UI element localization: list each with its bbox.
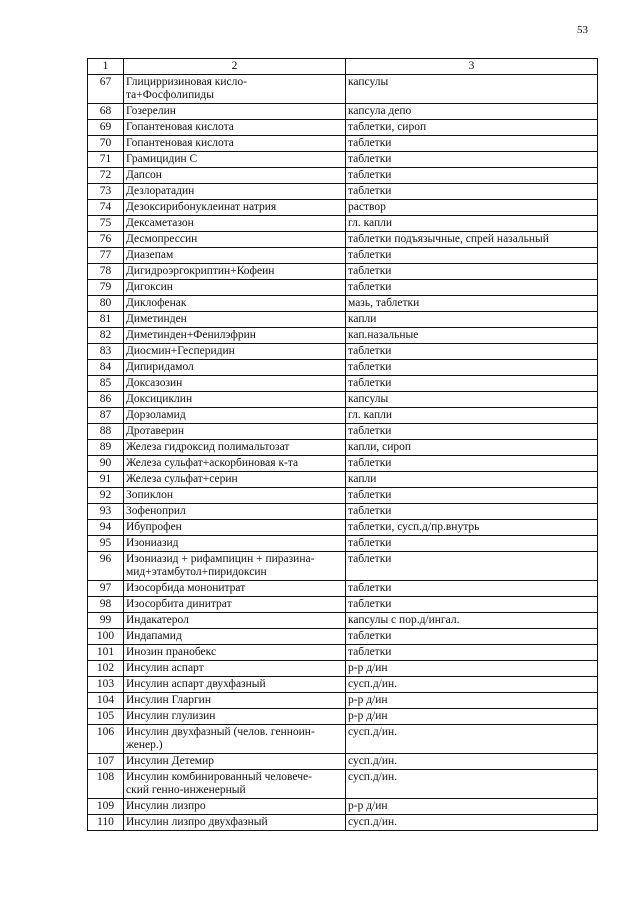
row-number: 82 xyxy=(88,328,124,344)
row-number: 110 xyxy=(88,815,124,831)
row-number: 93 xyxy=(88,504,124,520)
table-row xyxy=(88,552,598,581)
dosage-form-cell xyxy=(346,75,598,104)
drug-name-line: Грамицидин С xyxy=(126,153,198,165)
drug-name-line: Изосорбита динитрат xyxy=(126,598,232,610)
dosage-form-cell xyxy=(346,184,598,200)
drug-name-line: Дапсон xyxy=(126,169,162,181)
drug-name-line: Инсулин Гларгин xyxy=(126,694,211,706)
table-row xyxy=(88,344,598,360)
drug-name-cell xyxy=(124,629,346,645)
row-number: 78 xyxy=(88,264,124,280)
dosage-form-line: таблетки xyxy=(348,646,392,658)
drug-name-cell xyxy=(124,280,346,296)
dosage-form-cell xyxy=(346,536,598,552)
drug-name-line: Дротаверин xyxy=(126,425,184,437)
table-row xyxy=(88,232,598,248)
dosage-form-cell xyxy=(346,597,598,613)
dosage-form-line: таблетки xyxy=(348,457,392,469)
drug-name-cell xyxy=(124,136,346,152)
dosage-form-line: сусп.д/ин. xyxy=(348,678,398,690)
drug-name-line: Инсулин глулизин xyxy=(126,710,216,722)
drug-name-line: Доксициклин xyxy=(126,393,193,405)
drug-name-line: Дезлоратадин xyxy=(126,185,195,197)
dosage-form-line: таблетки xyxy=(348,281,392,293)
drug-name-cell xyxy=(124,360,346,376)
table-row xyxy=(88,248,598,264)
dosage-form-line: сусп.д/ин. xyxy=(348,726,398,738)
drug-name-cell xyxy=(124,770,346,799)
drug-name-cell xyxy=(124,488,346,504)
dosage-form-cell xyxy=(346,344,598,360)
dosage-form-cell xyxy=(346,661,598,677)
dosage-form-line: таблетки xyxy=(348,630,392,642)
drug-name-line: Дипиридамол xyxy=(126,361,194,373)
row-number: 83 xyxy=(88,344,124,360)
drug-name-line: Изониазид + рифампицин + пиразина- xyxy=(126,553,315,565)
dosage-form-line: таблетки xyxy=(348,265,392,277)
drug-name-line: ский генно-инженерный xyxy=(126,784,246,796)
row-number: 85 xyxy=(88,376,124,392)
drug-name-cell xyxy=(124,709,346,725)
row-number: 89 xyxy=(88,440,124,456)
drug-name-cell xyxy=(124,408,346,424)
drug-name-cell xyxy=(124,693,346,709)
table-row xyxy=(88,725,598,754)
dosage-form-cell xyxy=(346,328,598,344)
dosage-form-line: таблетки xyxy=(348,598,392,610)
drug-name-line: Гозерелин xyxy=(126,105,176,117)
drug-name-line: Дезоксирибонуклеинат натрия xyxy=(126,201,277,213)
drug-name-line: Индакатерол xyxy=(126,614,189,626)
dosage-form-line: капсулы с пор.д/ингал. xyxy=(348,614,460,626)
drug-name-cell xyxy=(124,264,346,280)
drug-name-cell xyxy=(124,754,346,770)
drug-name-line: Диосмин+Гесперидин xyxy=(126,345,235,357)
drug-name-cell xyxy=(124,168,346,184)
dosage-form-line: таблетки xyxy=(348,137,392,149)
dosage-form-line: таблетки xyxy=(348,505,392,517)
table-row xyxy=(88,693,598,709)
table-row xyxy=(88,184,598,200)
row-number: 67 xyxy=(88,75,124,104)
drug-name-cell xyxy=(124,232,346,248)
dosage-form-cell xyxy=(346,613,598,629)
row-number: 98 xyxy=(88,597,124,613)
row-number: 102 xyxy=(88,661,124,677)
drug-name-cell xyxy=(124,520,346,536)
drug-name-cell xyxy=(124,661,346,677)
column-header-form: 3 xyxy=(346,59,598,75)
table-row xyxy=(88,424,598,440)
dosage-form-line: сусп.д/ин. xyxy=(348,755,398,767)
drug-name-line: Дигоксин xyxy=(126,281,173,293)
row-number: 94 xyxy=(88,520,124,536)
dosage-form-line: таблетки xyxy=(348,377,392,389)
table-row xyxy=(88,536,598,552)
drug-name-line: Железа сульфат+серин xyxy=(126,473,238,485)
drug-name-line: та+Фосфолипиды xyxy=(126,89,214,101)
dosage-form-cell xyxy=(346,296,598,312)
row-number: 99 xyxy=(88,613,124,629)
dosage-form-line: капсулы xyxy=(348,76,389,88)
dosage-form-line: таблетки xyxy=(348,345,392,357)
row-number: 108 xyxy=(88,770,124,799)
dosage-form-cell xyxy=(346,815,598,831)
row-number: 103 xyxy=(88,677,124,693)
table-row xyxy=(88,152,598,168)
dosage-form-line: таблетки, сироп xyxy=(348,121,427,133)
dosage-form-line: таблетки xyxy=(348,553,392,565)
row-number: 104 xyxy=(88,693,124,709)
dosage-form-cell xyxy=(346,629,598,645)
drug-name-cell xyxy=(124,597,346,613)
drug-name-cell xyxy=(124,456,346,472)
drug-name-cell xyxy=(124,504,346,520)
drug-name-line: женер.) xyxy=(126,739,163,751)
drug-name-cell xyxy=(124,815,346,831)
row-number: 109 xyxy=(88,799,124,815)
dosage-form-line: таблетки xyxy=(348,249,392,261)
dosage-form-cell xyxy=(346,200,598,216)
row-number: 92 xyxy=(88,488,124,504)
dosage-form-line: капли xyxy=(348,313,377,325)
table-row xyxy=(88,661,598,677)
drug-name-cell xyxy=(124,613,346,629)
table-row xyxy=(88,216,598,232)
table-body xyxy=(88,75,598,831)
dosage-form-line: мазь, таблетки xyxy=(348,297,420,309)
row-number: 81 xyxy=(88,312,124,328)
row-number: 69 xyxy=(88,120,124,136)
table-row xyxy=(88,264,598,280)
drug-name-cell xyxy=(124,248,346,264)
table-row xyxy=(88,312,598,328)
dosage-form-line: таблетки xyxy=(348,153,392,165)
drug-name-line: Десмопрессин xyxy=(126,233,198,245)
dosage-form-line: гл. капли xyxy=(348,409,393,421)
table-row xyxy=(88,581,598,597)
drug-name-line: Инсулин двухфазный (челов. генноин- xyxy=(126,726,315,738)
drug-table xyxy=(87,58,598,831)
dosage-form-cell xyxy=(346,360,598,376)
drug-name-line: Глицирризиновая кисло- xyxy=(126,76,247,88)
drug-name-cell xyxy=(124,536,346,552)
dosage-form-line: таблетки xyxy=(348,169,392,181)
drug-name-line: Гопантеновая кислота xyxy=(126,121,234,133)
dosage-form-cell xyxy=(346,136,598,152)
dosage-form-cell xyxy=(346,725,598,754)
dosage-form-cell xyxy=(346,456,598,472)
dosage-form-line: р-р д/ин xyxy=(348,800,388,812)
row-number: 72 xyxy=(88,168,124,184)
drug-name-cell xyxy=(124,472,346,488)
column-header-number: 1 xyxy=(88,59,124,75)
dosage-form-line: р-р д/ин xyxy=(348,710,388,722)
dosage-form-line: таблетки xyxy=(348,185,392,197)
dosage-form-cell xyxy=(346,677,598,693)
table-row xyxy=(88,392,598,408)
dosage-form-cell xyxy=(346,392,598,408)
dosage-form-line: капли xyxy=(348,473,377,485)
dosage-form-line: сусп.д/ин. xyxy=(348,771,398,783)
dosage-form-line: р-р д/ин xyxy=(348,662,388,674)
drug-name-line: Инозин пранобекс xyxy=(126,646,217,658)
row-number: 90 xyxy=(88,456,124,472)
dosage-form-cell xyxy=(346,216,598,232)
row-number: 77 xyxy=(88,248,124,264)
drug-name-line: Зопиклон xyxy=(126,489,174,501)
dosage-form-line: капсулы xyxy=(348,393,389,405)
dosage-form-cell xyxy=(346,152,598,168)
dosage-form-cell xyxy=(346,754,598,770)
row-number: 96 xyxy=(88,552,124,581)
row-number: 71 xyxy=(88,152,124,168)
drug-name-cell xyxy=(124,392,346,408)
row-number: 105 xyxy=(88,709,124,725)
drug-name-line: Дигидроэргокриптин+Кофеин xyxy=(126,265,275,277)
row-number: 73 xyxy=(88,184,124,200)
drug-name-line: Инсулин аспарт двухфазный xyxy=(126,678,266,690)
column-header-name: 2 xyxy=(124,59,346,75)
drug-name-cell xyxy=(124,184,346,200)
dosage-form-line: гл. капли xyxy=(348,217,393,229)
dosage-form-cell xyxy=(346,312,598,328)
dosage-form-cell xyxy=(346,168,598,184)
table-row xyxy=(88,360,598,376)
table-row xyxy=(88,472,598,488)
row-number: 88 xyxy=(88,424,124,440)
row-number: 95 xyxy=(88,536,124,552)
dosage-form-line: таблетки, сусп.д/пр.внутрь xyxy=(348,521,480,533)
row-number: 80 xyxy=(88,296,124,312)
dosage-form-line: капли, сироп xyxy=(348,441,412,453)
dosage-form-cell xyxy=(346,799,598,815)
drug-name-cell xyxy=(124,376,346,392)
drug-name-line: Диклофенак xyxy=(126,297,187,309)
table-row xyxy=(88,408,598,424)
drug-name-line: Дорзоламид xyxy=(126,409,186,421)
dosage-form-cell xyxy=(346,264,598,280)
table-header-row xyxy=(88,59,598,75)
row-number: 70 xyxy=(88,136,124,152)
table-row xyxy=(88,613,598,629)
drug-name-cell xyxy=(124,645,346,661)
dosage-form-line: таблетки xyxy=(348,537,392,549)
dosage-form-cell xyxy=(346,280,598,296)
drug-name-line: Изосорбида мононитрат xyxy=(126,582,246,594)
drug-name-line: Инсулин Детемир xyxy=(126,755,214,767)
table-row xyxy=(88,120,598,136)
drug-name-line: Диазепам xyxy=(126,249,174,261)
dosage-form-cell xyxy=(346,440,598,456)
table-row xyxy=(88,799,598,815)
drug-name-cell xyxy=(124,152,346,168)
dosage-form-cell xyxy=(346,248,598,264)
table-row xyxy=(88,440,598,456)
table-row xyxy=(88,328,598,344)
dosage-form-line: таблетки xyxy=(348,489,392,501)
row-number: 106 xyxy=(88,725,124,754)
row-number: 91 xyxy=(88,472,124,488)
drug-name-line: Индапамид xyxy=(126,630,182,642)
drug-name-cell xyxy=(124,312,346,328)
table-row xyxy=(88,754,598,770)
drug-name-cell xyxy=(124,799,346,815)
drug-name-line: Железа гидроксид полимальтозат xyxy=(126,441,290,453)
drug-name-line: мид+этамбутол+пиридоксин xyxy=(126,566,267,578)
table-row xyxy=(88,296,598,312)
drug-name-line: Зофеноприл xyxy=(126,505,186,517)
drug-name-cell xyxy=(124,216,346,232)
drug-name-cell xyxy=(124,725,346,754)
row-number: 101 xyxy=(88,645,124,661)
drug-name-cell xyxy=(124,104,346,120)
drug-name-line: Инсулин аспарт xyxy=(126,662,204,674)
dosage-form-line: раствор xyxy=(348,201,386,213)
table-row xyxy=(88,200,598,216)
row-number: 86 xyxy=(88,392,124,408)
drug-name-cell xyxy=(124,75,346,104)
row-number: 79 xyxy=(88,280,124,296)
table-row xyxy=(88,629,598,645)
table-row xyxy=(88,136,598,152)
dosage-form-cell xyxy=(346,488,598,504)
drug-name-cell xyxy=(124,328,346,344)
drug-name-line: Инсулин лизпро xyxy=(126,800,206,812)
dosage-form-cell xyxy=(346,424,598,440)
table-row xyxy=(88,504,598,520)
table-row xyxy=(88,104,598,120)
drug-name-cell xyxy=(124,120,346,136)
table-row xyxy=(88,709,598,725)
drug-name-cell xyxy=(124,344,346,360)
drug-name-line: Гопантеновая кислота xyxy=(126,137,234,149)
table-row xyxy=(88,168,598,184)
dosage-form-line: таблетки xyxy=(348,425,392,437)
drug-name-line: Доксазозин xyxy=(126,377,183,389)
drug-name-line: Диметинден+Фенилэфрин xyxy=(126,329,256,341)
drug-name-cell xyxy=(124,677,346,693)
table-row xyxy=(88,456,598,472)
drug-name-cell xyxy=(124,581,346,597)
drug-name-line: Инсулин лизпро двухфазный xyxy=(126,816,268,828)
dosage-form-cell xyxy=(346,520,598,536)
dosage-form-line: р-р д/ин xyxy=(348,694,388,706)
page-number: 53 xyxy=(577,24,588,36)
row-number: 74 xyxy=(88,200,124,216)
dosage-form-cell xyxy=(346,504,598,520)
dosage-form-line: капсула депо xyxy=(348,105,412,117)
table-row xyxy=(88,815,598,831)
dosage-form-cell xyxy=(346,693,598,709)
dosage-form-cell xyxy=(346,552,598,581)
drug-name-line: Инсулин комбинированный человече- xyxy=(126,771,312,783)
row-number: 100 xyxy=(88,629,124,645)
row-number: 68 xyxy=(88,104,124,120)
dosage-form-line: сусп.д/ин. xyxy=(348,816,398,828)
dosage-form-line: таблетки xyxy=(348,582,392,594)
dosage-form-cell xyxy=(346,120,598,136)
drug-name-line: Дексаметазон xyxy=(126,217,194,229)
table-row xyxy=(88,280,598,296)
dosage-form-cell xyxy=(346,645,598,661)
drug-name-cell xyxy=(124,552,346,581)
dosage-form-line: кап.назальные xyxy=(348,329,419,341)
table-row xyxy=(88,597,598,613)
drug-name-cell xyxy=(124,440,346,456)
table-row xyxy=(88,677,598,693)
dosage-form-cell xyxy=(346,472,598,488)
row-number: 97 xyxy=(88,581,124,597)
drug-name-line: Ибупрофен xyxy=(126,521,182,533)
row-number: 75 xyxy=(88,216,124,232)
table-row xyxy=(88,520,598,536)
table-row xyxy=(88,488,598,504)
row-number: 107 xyxy=(88,754,124,770)
dosage-form-cell xyxy=(346,581,598,597)
row-number: 87 xyxy=(88,408,124,424)
dosage-form-cell xyxy=(346,770,598,799)
drug-name-cell xyxy=(124,200,346,216)
table-row xyxy=(88,645,598,661)
row-number: 76 xyxy=(88,232,124,248)
drug-name-cell xyxy=(124,424,346,440)
drug-name-cell xyxy=(124,296,346,312)
table-row xyxy=(88,770,598,799)
drug-name-line: Диметинден xyxy=(126,313,187,325)
table-row xyxy=(88,376,598,392)
drug-name-line: Железа сульфат+аскорбиновая к-та xyxy=(126,457,299,469)
row-number: 84 xyxy=(88,360,124,376)
dosage-form-line: таблетки подъязычные, спрей назальный xyxy=(348,233,549,245)
dosage-form-cell xyxy=(346,232,598,248)
dosage-form-cell xyxy=(346,104,598,120)
drug-name-line: Изониазид xyxy=(126,537,179,549)
table-row xyxy=(88,75,598,104)
dosage-form-line: таблетки xyxy=(348,361,392,373)
dosage-form-cell xyxy=(346,408,598,424)
dosage-form-cell xyxy=(346,376,598,392)
dosage-form-cell xyxy=(346,709,598,725)
